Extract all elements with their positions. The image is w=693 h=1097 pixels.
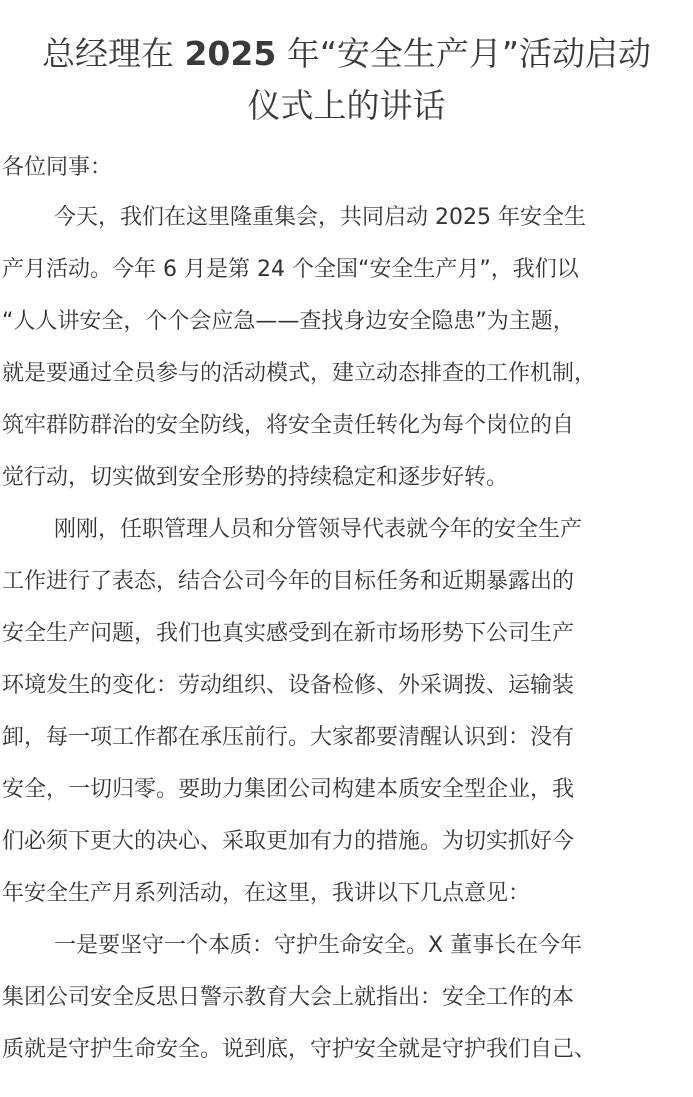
body-text bbox=[0, 192, 693, 1076]
title-line-2: 仪式上的讲话 bbox=[247, 86, 446, 125]
paragraph-3 bbox=[0, 920, 691, 1076]
paragraph-line: 刚刚，任职管理人员和分管领导代表就今年的安全生产 bbox=[54, 517, 583, 542]
salutation: 各位同事： bbox=[2, 155, 113, 180]
paragraph-line: 集团公司安全反思日警示教育大会上就指出：安全工作的本 bbox=[2, 985, 575, 1010]
paragraph-1 bbox=[0, 192, 691, 504]
paragraph-line: 一是要坚守一个本质：守护生命安全。X 董事长在今年 bbox=[54, 933, 583, 958]
title-suffix: 年“安全生产月”活动启动 bbox=[276, 34, 652, 73]
paragraph-line: 就是要通过全员参与的活动模式，建立动态排查的工作机制， bbox=[2, 361, 597, 386]
paragraph-line: 筑牢群防群治的安全防线，将安全责任转化为每个岗位的自 bbox=[2, 413, 575, 438]
paragraph-line: 卸，每一项工作都在承压前行。大家都要清醒认识到：没有 bbox=[2, 725, 575, 750]
paragraph-line: 今天，我们在这里隆重集会，共同启动 2025 年安全生 bbox=[54, 205, 586, 230]
paragraph-line: 工作进行了表态，结合公司今年的目标任务和近期暴露出的 bbox=[2, 569, 575, 594]
paragraph-2 bbox=[0, 504, 691, 920]
paragraph-line: 们必须下更大的决心、采取更加有力的措施。为切实抓好今 bbox=[2, 829, 575, 854]
title-prefix: 总经理在 bbox=[41, 34, 185, 73]
paragraph-line: 环境发生的变化：劳动组织、设备检修、外采调拨、运输装 bbox=[2, 673, 575, 698]
paragraph-line: 觉行动，切实做到安全形势的持续稳定和逐步好转。 bbox=[2, 465, 509, 490]
paragraph-line: “人人讲安全，个个会应急——查找身边安全隐患”为主题， bbox=[2, 309, 575, 334]
paragraph-line: 年安全生产月系列活动，在这里，我讲以下几点意见： bbox=[2, 881, 531, 906]
document-title bbox=[0, 28, 693, 132]
paragraph-line: 安全生产问题，我们也真实感受到在新市场形势下公司生产 bbox=[2, 621, 575, 646]
title-year: 2025 bbox=[184, 34, 277, 73]
paragraph-line: 质就是守护生命安全。说到底，守护安全就是守护我们自己、 bbox=[2, 1037, 597, 1062]
paragraph-line: 产月活动。今年 6 月是第 24 个全国“安全生产月”，我们以 bbox=[2, 257, 579, 282]
paragraph-line: 安全，一切归零。要助力集团公司构建本质安全型企业，我 bbox=[2, 777, 575, 802]
